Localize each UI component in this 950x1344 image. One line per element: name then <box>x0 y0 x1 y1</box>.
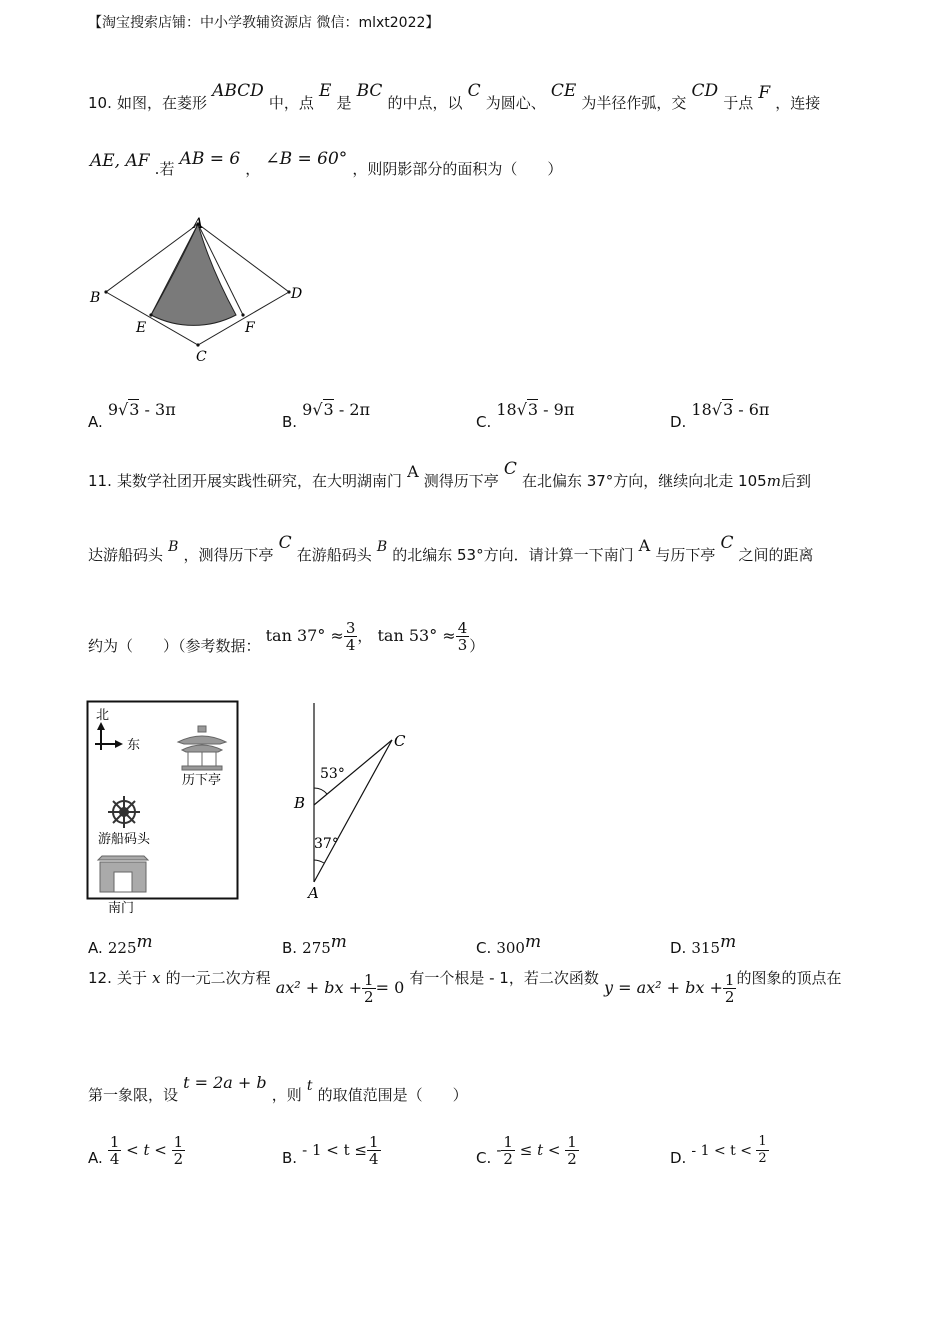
angle-37-label: 37° <box>314 836 339 852</box>
q12-option-b[interactable]: B. - 1 < t ≤ $\frac{1}{4}$ <box>282 1133 379 1168</box>
q12-option-d[interactable]: D. - 1 < t < $\frac{1}{2}$ <box>670 1134 767 1167</box>
map-pavilion-label: 历下亭 <box>182 773 222 788</box>
q10-option-c[interactable]: C. 18√3 - 9π <box>476 400 575 431</box>
label-a: A <box>193 216 204 232</box>
q12-option-a[interactable]: A. $\frac{1}{4}$ < t < $\frac{1}{2}$ <box>88 1133 184 1168</box>
q11-option-a[interactable]: A. 225m <box>88 932 153 957</box>
label-f: F <box>245 320 255 336</box>
diagram-label-c: C <box>394 732 406 750</box>
diagram-label-a: A <box>308 884 319 902</box>
lake-map-figure <box>86 700 240 916</box>
q10-line-1: 10. 如图，在菱形 ABCD 中，点 E 是 BC 的中点，以 C 为圆心、 CE 为半径作弧，交 CD 于点 F ，连接 <box>88 81 821 112</box>
map-north-label: 北 <box>96 708 110 723</box>
diagram-label-b: B <box>294 794 306 812</box>
label-d: D <box>291 286 303 302</box>
map-east-label: 东 <box>127 738 141 753</box>
map-gate-label: 南门 <box>108 901 135 916</box>
page-header: 【淘宝搜索店铺：中小学教辅资源店 微信：mlxt2022】 <box>88 15 440 31</box>
q10-number: 10. <box>88 94 112 112</box>
q10-option-d[interactable]: D. 18√3 - 6π <box>670 400 770 431</box>
q11-line-3: 约为（ ）（参考数据： tan 37° ≈ $\frac{3}{4}$ ， tan 53° ≈ $\frac{4}{3}$ ） <box>88 619 485 655</box>
q11-number: 11. <box>88 472 112 490</box>
label-b: B <box>90 290 101 306</box>
map-dock-label: 游船码头 <box>98 832 151 847</box>
q10-option-b[interactable]: B. 9√3 - 2π <box>282 400 371 431</box>
q11-option-c[interactable]: C. 300m <box>476 932 542 957</box>
direction-diagram <box>284 700 424 905</box>
q12-line-1: 12. 关于 x 的一元二次方程 ax² + bx + $\frac{1}{2}$ = 0 有一个根是 - 1，若二次函数 y = ax² + bx + $\frac{1}{2}$ 的图象的顶点在 <box>88 969 842 1006</box>
q12-line-2: 第一象限，设 t = 2a + b ，则 t 的取值范围是（ ） <box>88 1073 468 1104</box>
q11-option-b[interactable]: B. 275m <box>282 932 347 957</box>
angle-53-label: 53° <box>320 766 345 782</box>
rhombus-figure <box>84 212 314 372</box>
q11-line-2: 达游船码头 B ，测得历下亭 C 在游船码头 B 的北编东 53°方向．请计算一下南门 A 与历下亭 C 之间的距离 <box>88 533 814 564</box>
q11-option-d[interactable]: D. 315m <box>670 932 737 957</box>
q12-number: 12. <box>88 969 112 987</box>
segment-ac <box>314 740 392 882</box>
q11-line-1: 11. 某数学社团开展实践性研究，在大明湖南门 A 测得历下亭 C 在北偏东 37°方向，继续向北走 105m后到 <box>88 459 811 490</box>
label-c: C <box>196 349 207 365</box>
label-e: E <box>136 320 147 336</box>
q10-line-2: AE, AF .若 AB = 6 ， ∠B = 60° ，则阴影部分的面积为（ ） <box>90 149 563 178</box>
q10-option-a[interactable]: A. 9√3 - 3π <box>88 400 176 431</box>
q12-option-c[interactable]: C. - $\frac{1}{2}$ ≤ t < $\frac{1}{2}$ <box>476 1133 577 1168</box>
